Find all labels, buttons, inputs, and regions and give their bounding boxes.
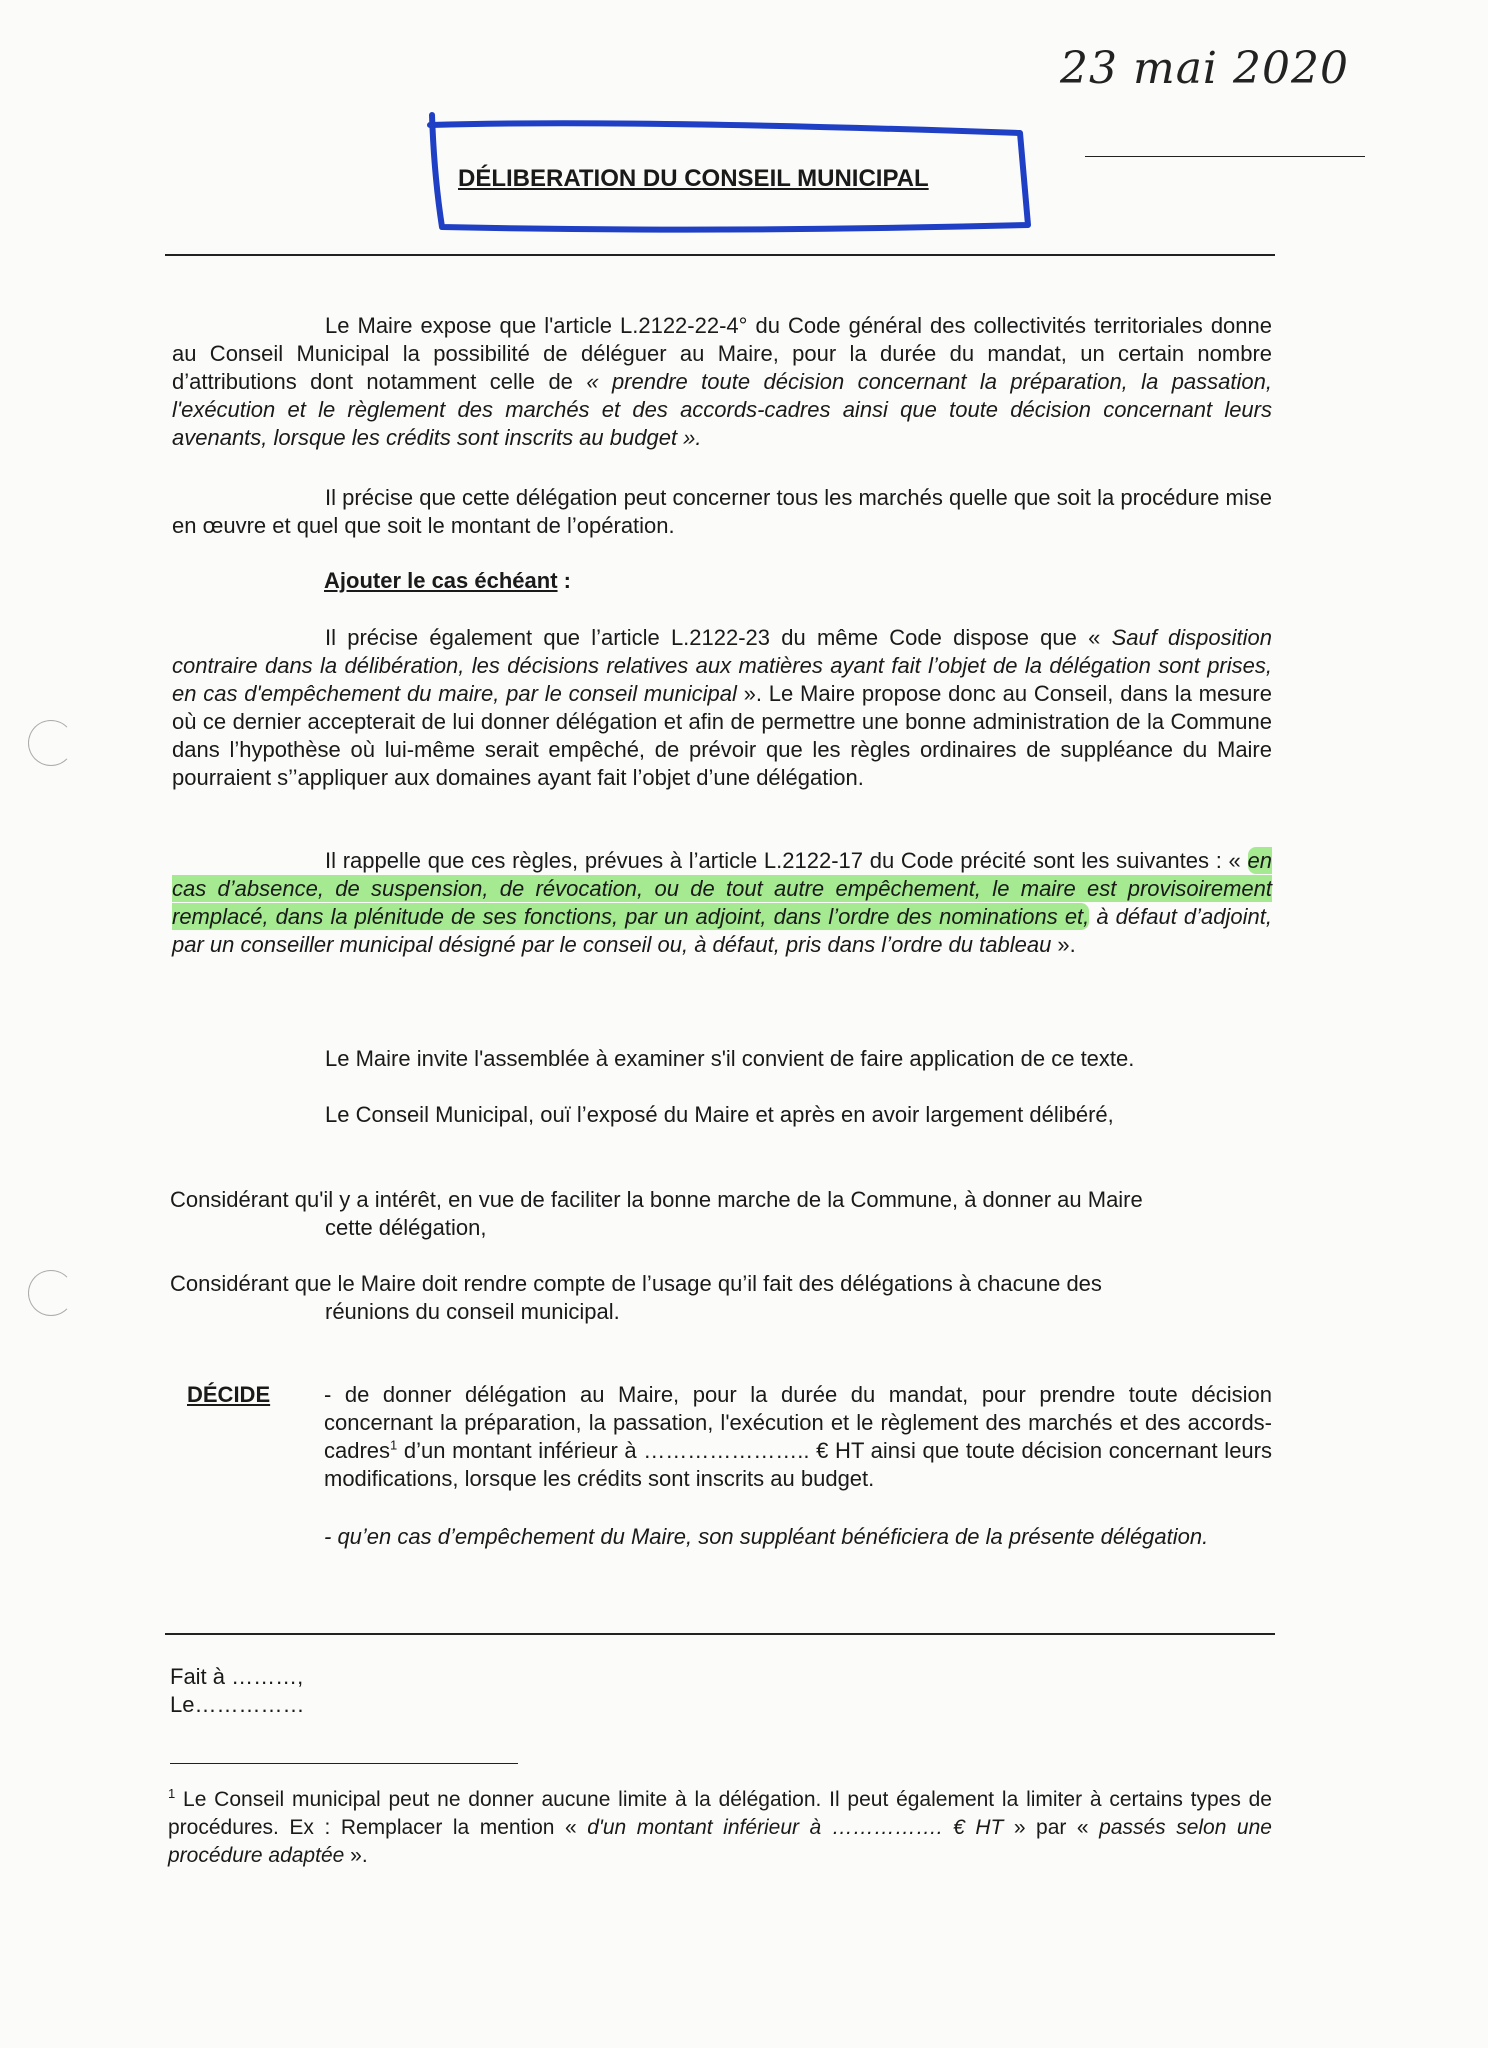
footnote: $^1$ Le Conseil municipal peut ne donner aucune limite à la délégation. Il peut également la limiter à certains types de procédures. Ex : Remplacer la mention « d'un montant inférieur à ……………. € HT » par « passés selon une procédure adaptée ». [168,1786,1272,1867]
highlighted-text: en cas d’absence, de suspension, de révocation, ou de tout autre empêchement, le maire est provisoirement remplacé, dans la plénitude de ses fonctions, par un adjoint, dans l’ordre des nominations et, [172,848,1272,929]
paragraph-article-2122-23: Il précise également que l’article L.2122-23 du même Code dispose que « Sauf disposition contraire dans la délibération, les décisions relatives aux matières ayant fait l’objet de la délégation sont prises, en cas d'empêchement du maire, par le conseil municipal ». Le Maire propose donc au Conseil, dans la mesure où ce dernier accepterait de lui donner délégation et afin de permettre une bonne administration de la Commune dans l’hypothèse où lui-même serait empêché, de prévoir que les règles ordinaires de suppléance du Maire pourraient s’’appliquer aux domaines ayant fait l’objet d’une délégation. [172,625,1272,790]
fait-a-field: Fait à ………, [170,1664,304,1689]
decide-label: DÉCIDE [187,1382,271,1407]
footnote-separator [170,1763,518,1764]
paragraph-oui: Le Conseil Municipal, ouï l’exposé du Maire et après en avoir largement délibéré, [325,1102,1114,1127]
paragraph-precise: Il précise que cette délégation peut concerner tous les marchés quelle que soit la procédure mise en œuvre et quel que soit le montant de l’opération. [172,485,1272,538]
punch-hole-mark [28,720,74,766]
footer-rule [165,1633,1275,1635]
paragraph-invite: Le Maire invite l'assemblée à examiner s'il convient de faire application de ce texte. [325,1046,1135,1071]
punch-hole-mark [28,1270,74,1316]
handwritten-date-underline [1085,156,1365,157]
header-rule [165,254,1275,256]
decision-suppleant: - qu’en cas d’empêchement du Maire, son suppléant bénéficiera de la présente délégation. [324,1524,1209,1549]
handwritten-date: 23 mai 2020 [1060,43,1349,94]
considerant-compte-rendu: Considérant que le Maire doit rendre compte de l’usage qu’il fait des délégations à chacune des réunions du conseil municipal. [170,1271,1102,1324]
considerant-interet: Considérant qu'il y a intérêt, en vue de faciliter la bonne marche de la Commune, à donner au Maire cette délégation, [170,1187,1143,1240]
date-field: Le…………… [170,1692,305,1717]
subheading: Ajouter le cas échéant : [324,568,571,593]
document-title: DÉLIBERATION DU CONSEIL MUNICIPAL [458,165,929,192]
paragraph-expose: Le Maire expose que l'article L.2122-22-4° du Code général des collectivités territoriales donne au Conseil Municipal la possibilité de déléguer au Maire, pour la durée du mandat, un certain nombre d’attributions dont notamment celle de « prendre toute décision concernant la préparation, la passation, l'exécution et le règlement des marchés et des accords-cadres ainsi que toute décision concernant leurs avenants, lorsque les crédits sont inscrits au budget ». [172,313,1272,450]
paragraph-article-2122-17: Il rappelle que ces règles, prévues à l’article L.2122-17 du Code précité sont les suivantes : « en cas d’absence, de suspension, de révocation, ou de tout autre empêchement, le maire est provisoirement remplacé, dans la plénitude de ses fonctions, par un adjoint, dans l’ordre des nominations et, à défaut d’adjoint, par un conseiller municipal désigné par le conseil ou, à défaut, pris dans l’ordre du tableau ». [172,848,1272,957]
decision-delegation: - de donner délégation au Maire, pour la durée du mandat, pour prendre toute décision concernant la préparation, la passation, l'exécution et le règlement des marchés et des accords-cadres$^1$ d’un montant inférieur à ………………….. € HT ainsi que toute décision concernant leurs modifications, lorsque les crédits sont inscrits au budget. [324,1382,1272,1491]
